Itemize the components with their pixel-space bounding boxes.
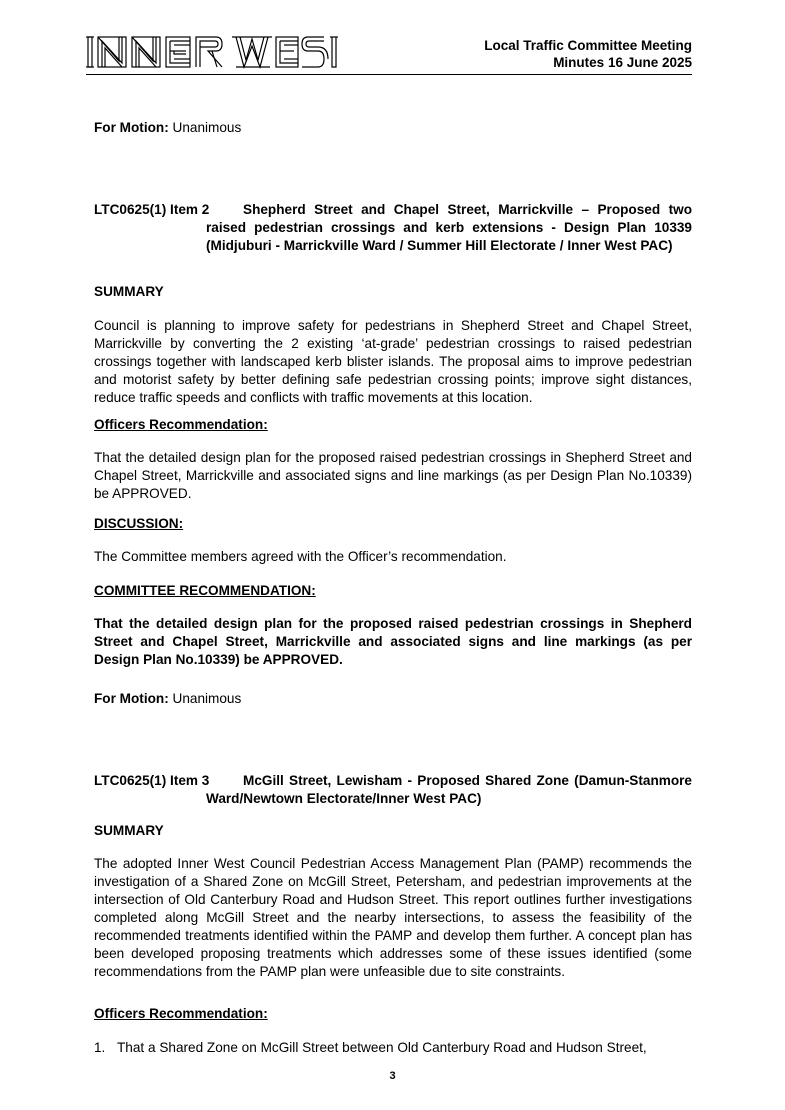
section-heading-summary: SUMMARY — [94, 823, 164, 838]
motion-line — [94, 119, 692, 137]
item-heading — [94, 201, 692, 255]
motion-value: Unanimous — [172, 120, 242, 135]
meeting-title: Local Traffic Committee Meeting — [484, 38, 692, 53]
summary-paragraph: Council is planning to improve safety for pedestrians in Shepherd Street and Chapel Street, Marrickville by converting the 2 existing ‘at-grade’ pedestrian crossings to raised pedestrian crossings together with landscaped kerb blister islands. The proposal aims to improve pedestrian and motorist safety by better defining safe pedestrian crossing points; improve sight distances, reduce traffic speeds and conflicts with traffic movements at this location. — [94, 318, 692, 405]
item-heading — [94, 772, 692, 808]
motion-value: Unanimous — [172, 691, 242, 706]
section-heading-discussion: DISCUSSION: — [94, 516, 184, 531]
header-meeting-info — [484, 37, 692, 71]
section-heading-officers: Officers Recommendation: — [94, 1006, 268, 1021]
page-number: 3 — [389, 1070, 396, 1082]
committee-paragraph: That the detailed design plan for the proposed raised pedestrian crossings in Shepherd Street and Chapel Street, Marrickville and associated signs and line markings (as per Design Plan No.10339) be APPROVED. — [94, 616, 692, 667]
inner-west-logo — [86, 34, 338, 70]
list-text: That a Shared Zone on McGill Street between Old Canterbury Road and Hudson Street, — [117, 1040, 647, 1055]
motion-label: For Motion: — [94, 120, 169, 135]
motion-label: For Motion: — [94, 691, 169, 706]
page-header — [86, 34, 692, 78]
header-divider — [86, 74, 692, 75]
section-heading-committee: COMMITTEE RECOMMENDATION: — [94, 583, 316, 598]
item-title: McGill Street, Lewisham - Proposed Shared Zone (Damun-Stanmore Ward/Newtown Electorate/Inner West PAC) — [206, 773, 692, 806]
motion-line — [94, 690, 692, 708]
minutes-date: Minutes 16 June 2025 — [553, 55, 692, 70]
section-heading-officers: Officers Recommendation: — [94, 417, 268, 432]
item-ref: LTC0625(1) Item 3 — [94, 773, 210, 788]
summary-paragraph: The adopted Inner West Council Pedestrian Access Management Plan (PAMP) recommends the investigation of a Shared Zone on McGill Street, Petersham, and pedestrian improvements at the intersection of Old Canterbury Road and Hudson Street. This report outlines further investigations completed along McGill Street and the nearby intersections, to assess the feasibility of the recommended treatments identified within the PAMP and develop them further. A concept plan has been developed proposing treatments which addresses some of these issues identified (some recommendations from the PAMP plan were unfeasible due to site constraints. — [94, 856, 692, 979]
item-title: Shepherd Street and Chapel Street, Marrickville – Proposed two raised pedestrian crossings and kerb extensions - Design Plan 10339 (Midjuburi - Marrickville Ward / Summer Hill Electorate / Inner West PAC) — [206, 202, 692, 253]
section-heading-summary: SUMMARY — [94, 284, 164, 299]
item-ref: LTC0625(1) Item 2 — [94, 202, 210, 217]
discussion-paragraph: The Committee members agreed with the Officer’s recommendation. — [94, 549, 507, 564]
list-number: 1. — [94, 1040, 106, 1055]
officers-paragraph: That the detailed design plan for the proposed raised pedestrian crossings in Shepherd Street and Chapel Street, Marrickville and associated signs and line markings (as per Design Plan No.10339) be APPROVED. — [94, 450, 692, 501]
